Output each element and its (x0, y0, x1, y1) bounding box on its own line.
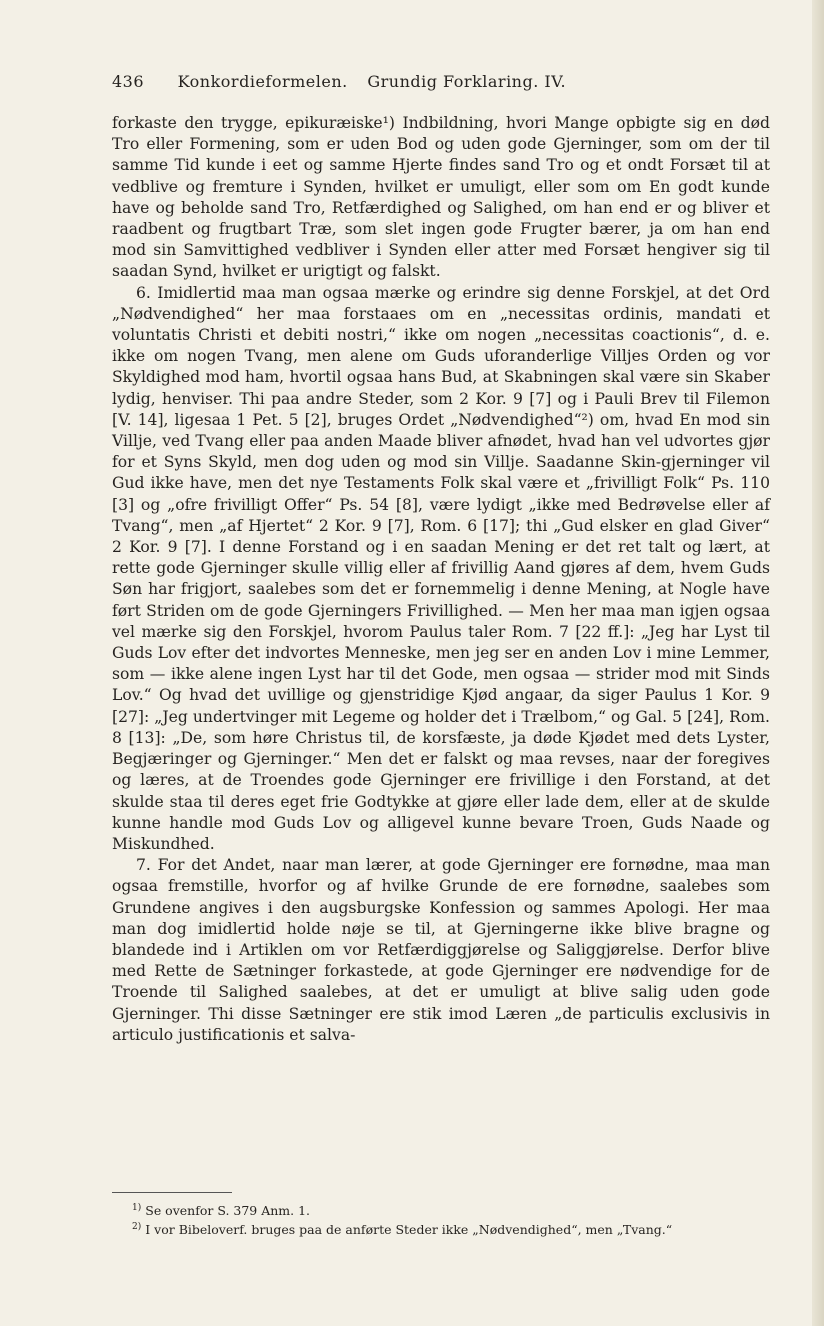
paragraph-6: 6. Imidlertid maa man ogsaa mærke og erindre sig denne Forskjel, at det Ord „Nødvendighed“ her maa forstaaes om en „necessitas ordinis, mandati et voluntatis Christi et debiti nostri,“ ikke om nogen „necessitas coactionis“, d. e. ikke om nogen Tvang, men alene om Guds uforanderlige Villjes Orden og vor Skyldighed mod ham, hvortil ogsaa hans Bud, at Skabningen skal være sin Skaber lydig, henviser. Thi paa andre Steder, som 2 Kor. 9 [7] og i Pauli Brev til Filemon [V. 14], ligesaa 1 Pet. 5 [2], bruges Ordet „Nødvendighed“²) om, hvad En mod sin Villje, ved Tvang eller paa anden Maade bliver afnødet, hvad han vel udvortes gjør for et Syns Skyld, men dog uden og mod sin Villje. Saadanne Skin-gjerninger vil Gud ikke have, men det nye Testaments Folk skal være et „frivilligt Folk“ Ps. 110 [3] og „ofre frivilligt Offer“ Ps. 54 [8], være lydigt „ikke med Bedrøvelse eller af Tvang“, men „af Hjertet“ 2 Kor. 9 [7], Rom. 6 [17]; thi „Gud elsker en glad Giver“ 2 Kor. 9 [7]. I denne Forstand og i en saadan Mening er det ret talt og lært, at rette gode Gjerninger skulle villig eller af frivillig Aand gjøres af dem, hvem Guds Søn har frigjort, saalebes som det er fornemmelig i denne Mening, at Nogle have ført Striden om de gode Gjerningers Frivillighed. — Men her maa man igjen ogsaa vel mærke sig den Forskjel, hvorom Paulus taler Rom. 7 [22 ff.]: „Jeg har Lyst til Guds Lov efter det indvortes Menneske, men jeg ser en anden Lov i mine Lemmer, som — ikke alene ingen Lyst har til det Gode, men ogsaa — strider mod mit Sinds Lov.“ Og hvad det uvillige og gjenstridige Kjød angaar, da siger Paulus 1 Kor. 9 [27]: „Jeg undertvinger mit Legeme og holder det i Trælbom,“ og Gal. 5 [24], Rom. 8 [13]: „De, som høre Christus til, de korsfæste, ja døde Kjødet med dets Lyster, Begjæringer og Gjerninger.“ Men det er falskt og maa revses, naar der foregives og læres, at de Troendes gode Gjerninger ere frivillige i den Forstand, at det skulde staa til deres eget frie Godtykke at gjøre eller lade dem, eller at de skulde kunne handle mod Guds Lov og alligevel kunne bevare Troen, Guds Naade og Miskundhed. (112, 283, 770, 853)
running-header (112, 72, 772, 91)
body-text (112, 113, 770, 1046)
page-edge (812, 0, 824, 1326)
footnotes (132, 1200, 772, 1238)
footnote-rule (112, 1192, 232, 1193)
page-number: 436 (112, 72, 145, 91)
footnote-mark: 2) (132, 1222, 142, 1233)
footnote-text: I vor Bibeloverf. bruges paa de anførte Steder ikke „Nødvendighed“, men „Tvang.“ (145, 1222, 673, 1238)
footnote-mark: 1) (132, 1203, 142, 1213)
footnote-1 (132, 1200, 772, 1219)
paragraph-1: forkaste den trygge, epikuræiske¹) Indbildning, hvori Mange opbigte sig en død Tro eller Formening, som er uden Bod og uden gode Gjerninger, som om der til samme Tid kunde i eet og samme Hjerte findes sand Tro og et ondt Forsæt til at vedblive og fremture i Synden, hvilket er umuligt, eller som om En godt kunde have og beholde sand Tro, Retfærdighed og Salighed, om han end er og bliver et raadbent og frugtbart Træ, som slet ingen gode Frugter bærer, ja om han end mod sin Samvittighed vedbliver i Synden eller atter med Forsæt hengiver sig til saadan Synd, hvilket er urigtigt og falskt. (112, 114, 770, 281)
footnote-text: Se ovenfor S. 379 Anm. 1. (145, 1203, 311, 1219)
paragraph-7: 7. For det Andet, naar man lærer, at gode Gjerninger ere fornødne, maa man ogsaa fremstille, hvorfor og af hvilke Grunde de ere fornødne, saalebes som Grundene angives i den augsburgske Konfession og sammes Apologi. Her maa man dog imidlertid holde nøje se til, at Gjerningerne ikke blive bragne og blandede ind i Artiklen om vor Retfærdiggjørelse og Saliggjørelse. Derfor blive med Rette de Sætninger forkastede, at gode Gjerninger ere nødvendige for de Troende til Salighed saalebes, at det er umuligt at blive salig uden gode Gjerninger. Thi disse Sætninger ere stik imod Læren „de particulis exclusivis in articulo justificationis et salva- (112, 856, 770, 1044)
running-title: Konkordieformelen. (177, 72, 348, 91)
footnote-2 (132, 1219, 772, 1238)
running-subtitle: Grundig Forklaring. IV. (367, 72, 567, 91)
